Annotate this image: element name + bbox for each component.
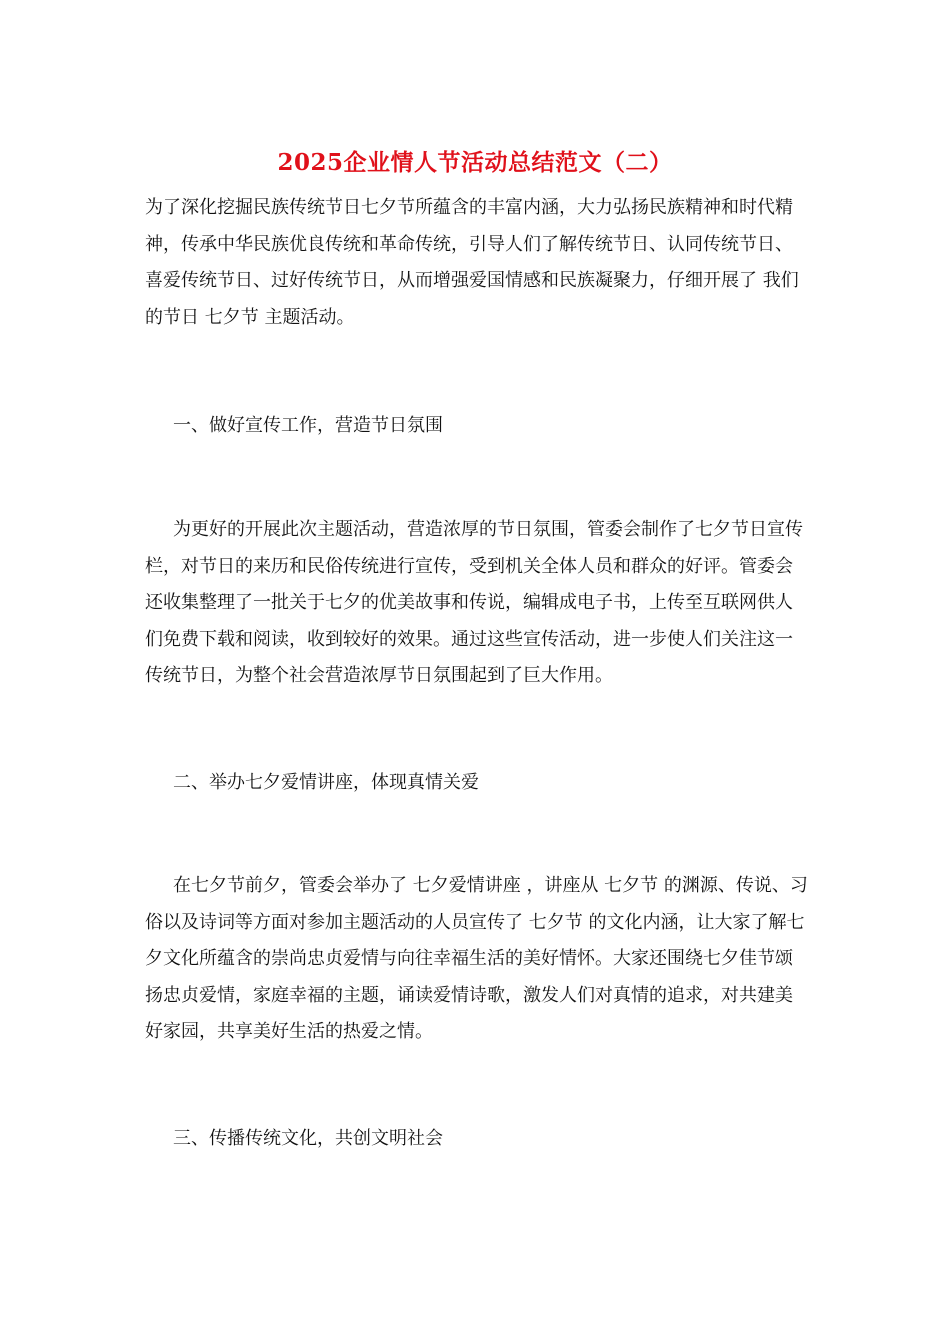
section-heading-1: 一、做好宣传工作，营造节日氛围 — [173, 415, 443, 436]
section-paragraph-1: 为更好的开展此次主题活动，营造浓厚的节日氛围，管委会制作了七夕节日宣传栏，对节日的来历和民俗传统进行宣传，受到机关全体人员和群众的好评。管委会还收集整理了一批关于七夕的优美故事和传说，编辑成电子书，上传至互联网供人们免费下载和阅读，收到较好的效果。通过这些宣传活动，进一步使人们关注这一传统节日，为整个社会营造浓厚节日氛围起到了巨大作用。 — [145, 519, 803, 687]
section-heading-3: 三、传播传统文化，共创文明社会 — [173, 1128, 443, 1149]
document-title: 2025企业情人节活动总结范文（二） — [277, 149, 673, 176]
section-heading-2: 二、举办七夕爱情讲座，体现真情关爱 — [173, 772, 479, 793]
section-paragraph-2: 在七夕节前夕，管委会举办了 七夕爱情讲座 ，讲座从 七夕节 的渊源、传说、习俗以及诗词等方面对参加主题活动的人员宣传了 七夕节 的文化内涵，让大家了解七夕文化所蕴含的崇尚忠贞爱情与向往幸福生活的美好情怀。大家还围绕七夕佳节颂扬忠贞爱情，家庭幸福的主题，诵读爱情诗歌，激发人们对真情的追求，对共建美好家园，共享美好生活的热爱之情。 — [145, 875, 808, 1043]
intro-paragraph: 为了深化挖掘民族传统节日七夕节所蕴含的丰富内涵，大力弘扬民族精神和时代精神，传承中华民族优良传统和革命传统，引导人们了解传统节日、认同传统节日、喜爱传统节日、过好传统节日，从而增强爱国情感和民族凝聚力，仔细开展了 我们的节日 七夕节 主题活动。 — [145, 197, 799, 328]
